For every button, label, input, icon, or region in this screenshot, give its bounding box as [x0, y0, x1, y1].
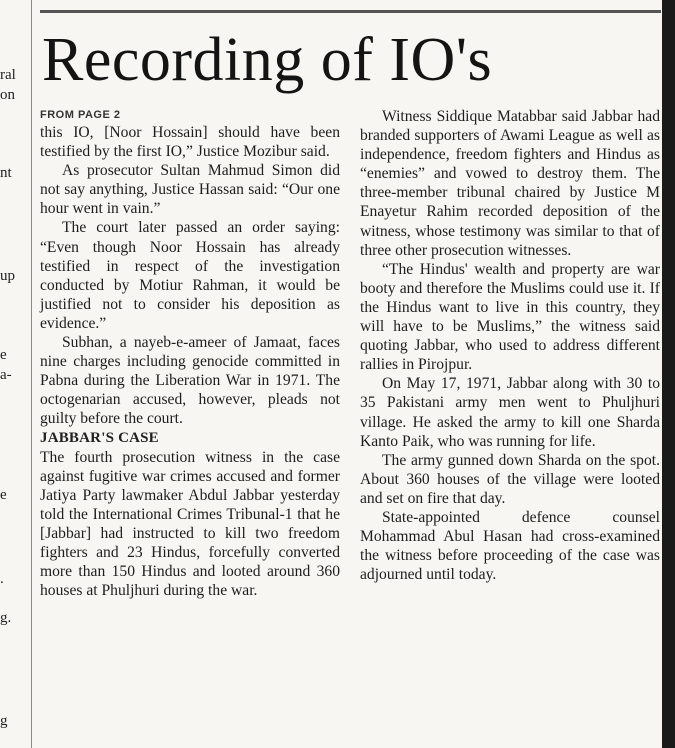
stub-fragment: . — [0, 571, 4, 587]
stub-fragment: g. — [0, 610, 12, 626]
article-paragraph: The court later passed an order saying: “Even though Noor Hossain has already testified in respect of the investigation conducted by Motiur Rahman, it would be justified not to consider his deposition as evidence.” — [40, 219, 340, 332]
article-paragraph: On May 17, 1971, Jabbar along with 30 to 35 Pakistani army men went to Phuljhuri village. He asked the army to kill one Sharda Kanto Paik, who was running for life. — [360, 375, 660, 450]
stub-fragment: a- — [0, 367, 12, 383]
stub-fragment: e — [0, 487, 7, 503]
stub-fragment: nt — [0, 165, 12, 181]
article-paragraph: As prosecutor Sultan Mahmud Simon did not say anything, Justice Hassan said: “Our one hour went in vain.” — [40, 162, 340, 218]
article-paragraph: State-appointed defence counsel Mohammad Abul Hasan had cross-examined the witness before proceeding of the case was adjourned until today. — [360, 508, 660, 584]
stub-fragment: g — [0, 713, 8, 729]
article-column-left — [40, 107, 340, 600]
article-paragraph: The fourth prosecution witness in the case against fugitive war crimes accused and former Jatiya Party lawmaker Abdul Jabbar yesterday told the International Crimes Tribunal-1 that he [Jabbar] had instructed to kill two freedom fighters and 23 Hindus, forcefully converted more than 150 Hindus and looted around 360 houses at Phuljhuri during the war. — [40, 448, 340, 600]
article-paragraph: “The Hindus' wealth and property are war booty and therefore the Muslims could use it. If the Hindus want to live in this country, they will have to be Muslims,” the witness said quoting Jabbar, who used to address different rallies in Pirojpur. — [360, 260, 660, 374]
page-edge — [662, 0, 675, 748]
adjacent-column-fragments — [0, 0, 30, 748]
article-column-right — [360, 107, 660, 584]
article-paragraph: The army gunned down Sharda on the spot. About 360 houses of the village were looted and set on fire that day. — [360, 451, 660, 507]
article-paragraph: Subhan, a nayeb-e-ameer of Jamaat, faces nine charges including genocide committed in Pabna during the Liberation War in 1971. The octogenarian accused, however, pleads not guilty before the court. — [40, 334, 340, 428]
stub-fragment: on — [0, 87, 15, 103]
section-subhead: JABBAR'S CASE — [40, 429, 159, 446]
article-paragraph: Witness Siddique Matabbar said Jabbar had branded supporters of Awami League as well as independence, freedom fighters and Hindus as “enemies” and vowed to destroy them. The three-member tribunal chaired by Justice M Enayetur Rahim recorded deposition of the witness, whose testimony was similar to that of three other prosecution witnesses. — [360, 108, 660, 259]
stub-fragment: up — [0, 268, 15, 284]
stub-fragment: ral — [0, 67, 16, 83]
top-rule — [40, 10, 661, 13]
headline: Recording of IO's — [42, 26, 493, 94]
stub-fragment: e — [0, 347, 7, 363]
column-divider — [31, 0, 32, 748]
jump-line: FROM PAGE 2 — [40, 109, 121, 121]
article-paragraph: this IO, [Noor Hossain] should have been testified by the first IO,” Justice Mozibur said. — [40, 124, 340, 161]
